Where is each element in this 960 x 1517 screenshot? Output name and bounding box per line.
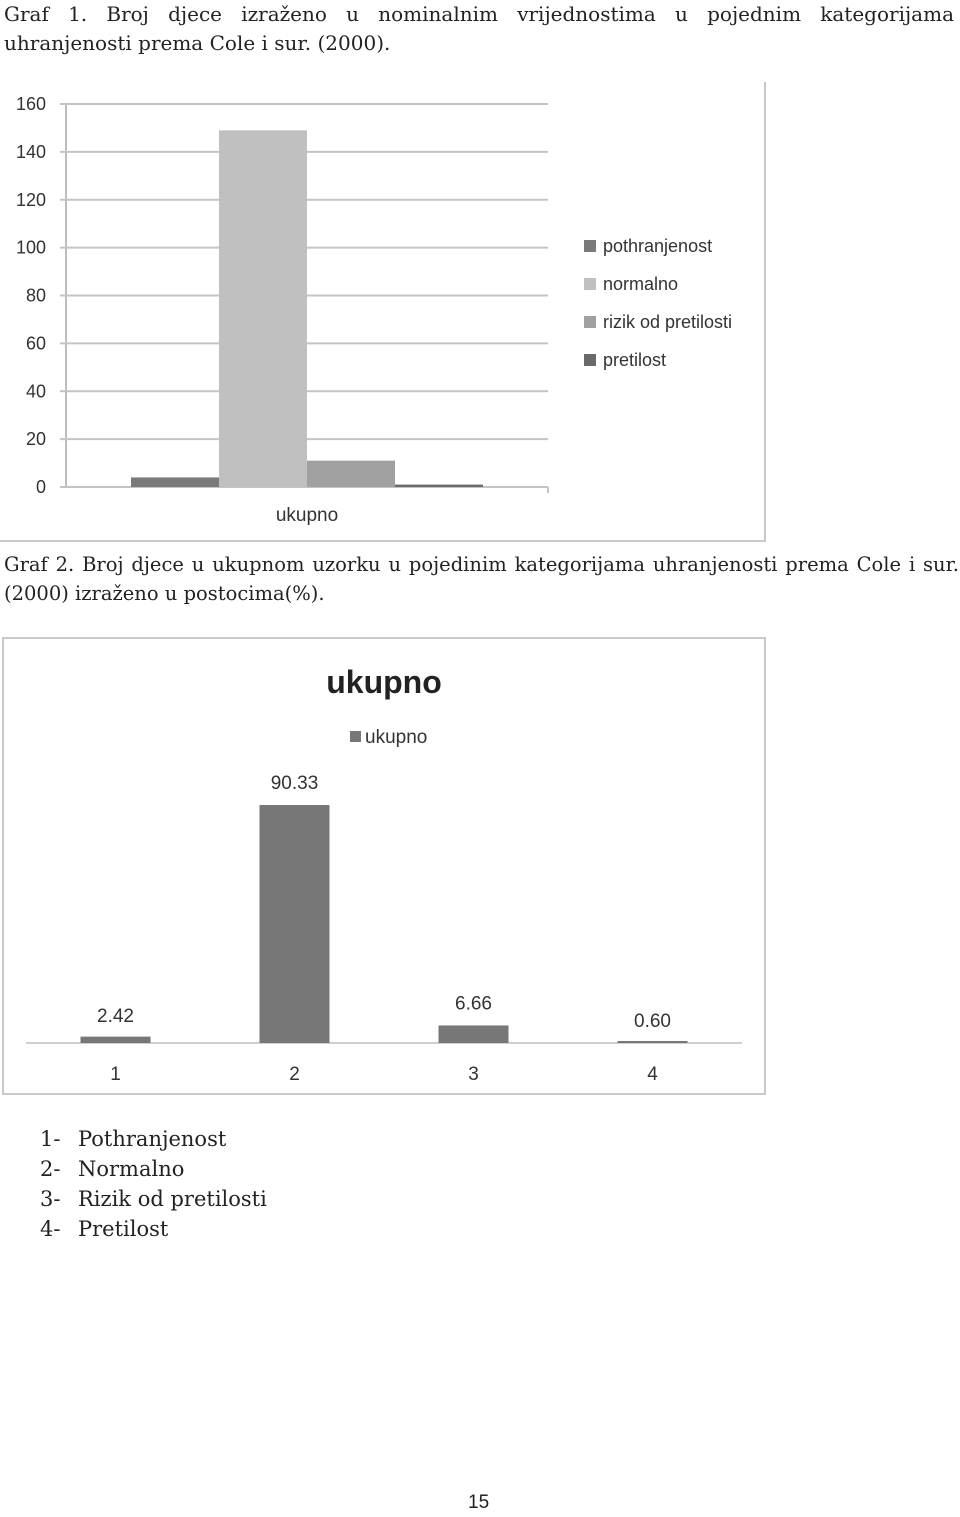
chart1-y-tick-label: 120	[15, 189, 46, 210]
chart1-y-tick-label: 140	[15, 141, 46, 162]
chart1-svg	[0, 82, 766, 542]
chart1-y-tick-label: 20	[25, 429, 46, 450]
chart1-y-tick-label: 160	[15, 94, 46, 114]
chart1-x-tick-label: ukupno	[275, 505, 339, 526]
chart1-legend-swatch	[584, 316, 596, 328]
chart1-y-tick-label: 0	[35, 477, 46, 497]
chart2-bar	[260, 805, 330, 1043]
category-number: 1-	[40, 1127, 61, 1151]
chart1-bar	[131, 477, 219, 487]
category-legend	[40, 1124, 267, 1244]
chart1-caption: Graf 1. Broj djece izraženo u nominalnim vrijednostima u pojednim kategorijama uhranjenosti prema Cole i sur. (2000).	[4, 2, 954, 55]
chart2-caption: Graf 2. Broj djece u ukupnom uzorku u pojedinim kategorijama uhranjenosti prema Cole i sur. (2000) izraženo u postocima(%).	[4, 553, 959, 605]
chart1-legend-label: rizik od pretilosti	[603, 312, 733, 332]
chart1-legend-swatch	[584, 354, 596, 366]
category-number: 2-	[40, 1157, 61, 1181]
chart2-bar	[439, 1025, 509, 1043]
chart2-title: ukupno	[326, 664, 442, 700]
chart2-legend-swatch	[350, 731, 361, 742]
page-number: 15	[468, 1492, 490, 1513]
category-label: Pretilost	[78, 1217, 169, 1241]
category-legend-item	[40, 1124, 267, 1154]
chart1-frame	[0, 82, 766, 542]
chart2-x-tick-label: 3	[468, 1064, 479, 1085]
chart2-data-label: 6.66	[455, 993, 492, 1015]
category-legend-item	[40, 1214, 267, 1244]
chart1-legend-swatch	[584, 240, 596, 252]
chart1-legend-label: normalno	[603, 274, 679, 294]
chart2-bar	[81, 1037, 151, 1043]
chart2-svg	[4, 639, 764, 1093]
chart2-bar	[618, 1041, 688, 1043]
category-number: 4-	[40, 1217, 61, 1241]
category-label: Pothranjenost	[78, 1127, 227, 1151]
category-number: 3-	[40, 1187, 61, 1211]
chart2-x-tick-label: 1	[110, 1064, 121, 1085]
category-legend-item	[40, 1184, 267, 1214]
category-legend-item	[40, 1154, 267, 1184]
chart1-bar	[219, 130, 307, 487]
chart1-legend-swatch	[584, 278, 596, 290]
chart1-y-tick-label: 80	[25, 285, 46, 306]
chart1-y-tick-label: 40	[25, 381, 46, 402]
chart1-legend-label: pretilost	[603, 350, 667, 370]
chart2-frame	[2, 637, 766, 1095]
chart1-legend-label: pothranjenost	[603, 236, 713, 256]
chart2-x-tick-label: 4	[647, 1064, 658, 1085]
category-label: Normalno	[78, 1157, 185, 1181]
chart1-y-tick-label: 100	[15, 237, 46, 258]
chart2-x-tick-label: 2	[289, 1064, 300, 1085]
chart1-bar	[395, 485, 483, 487]
chart2-data-label: 2.42	[97, 1006, 134, 1027]
chart2-data-label: 90.33	[270, 773, 319, 794]
chart2-data-label: 0.60	[634, 1011, 671, 1032]
chart2-legend-label: ukupno	[365, 727, 428, 748]
chart1-bar	[307, 461, 395, 487]
chart1-y-tick-label: 60	[25, 333, 46, 354]
category-label: Rizik od pretilosti	[78, 1187, 267, 1211]
